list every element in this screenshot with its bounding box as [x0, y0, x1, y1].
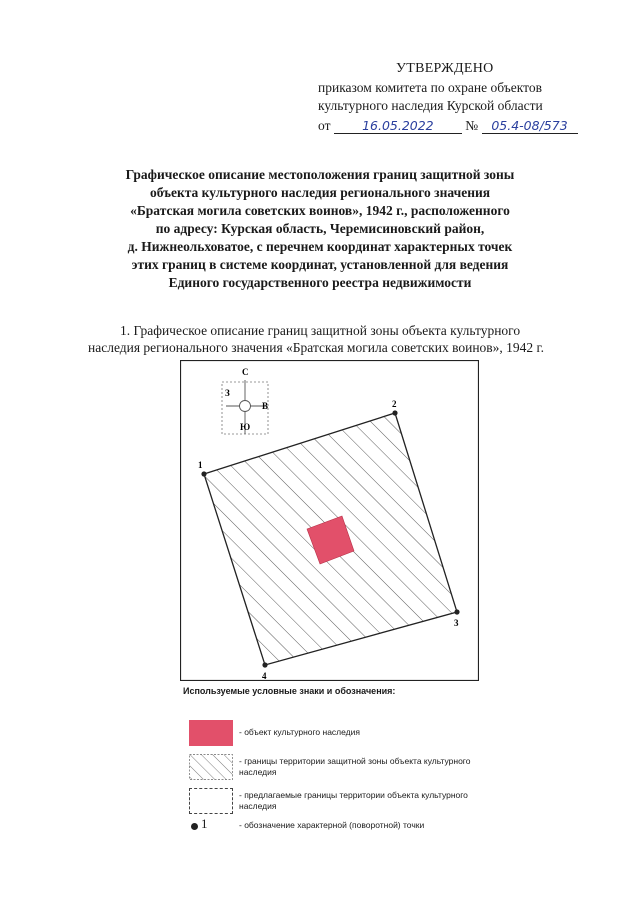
compass [222, 367, 268, 434]
point-3-marker [454, 609, 459, 614]
title-line: объекта культурного наследия регионального значения [149, 185, 491, 200]
title-line: Единого государственного реестра недвижимости [168, 275, 472, 290]
legend-point-text: - обозначение характерной (поворотной) точки [239, 820, 425, 830]
point-2-marker [392, 410, 397, 415]
point-4-label: 4 [262, 671, 267, 681]
paragraph-rest: наследия регионального значения «Братская могила советских воинов», 1942 г. [88, 340, 544, 355]
title-line: этих границ в системе координат, установленной для ведения [131, 257, 509, 272]
legend-point-number: 1 [201, 816, 208, 831]
document-title [60, 166, 580, 292]
compass-west-label: З [225, 388, 230, 398]
point-3-label: 3 [454, 618, 459, 628]
boundary-map [180, 360, 479, 681]
approval-line-1: приказом комитета по охране объектов [318, 80, 542, 95]
compass-center [240, 401, 251, 412]
title-line: «Братская могила советских воинов», 1942 г., расположенного [130, 203, 510, 218]
paragraph-first-line: 1. Графическое описание границ защитной зоны объекта культурного [120, 323, 521, 338]
title-line: Графическое описание местоположения границ защитной зоны [125, 167, 515, 182]
legend-zone-swatch [189, 754, 233, 780]
legend-heading: Используемые условные знаки и обозначения: [183, 686, 396, 696]
point-4-marker [262, 662, 267, 667]
point-1-marker [201, 471, 206, 476]
legend-point-dot [191, 823, 198, 830]
title-line: по адресу: Курская область, Черемисиновский район, [155, 221, 485, 236]
section-paragraph [88, 322, 584, 356]
number-prefix: № [465, 118, 479, 133]
approval-line-2: культурного наследия Курской области [318, 98, 543, 113]
approved-heading: УТВЕРЖДЕНО [396, 61, 494, 76]
compass-east-label: В [262, 401, 269, 411]
approval-date: 16.05.2022 [334, 118, 462, 134]
point-2-label: 2 [392, 399, 397, 409]
point-1-label: 1 [198, 460, 203, 470]
title-line: д. Нижнеольховатое, с перечнем координат характерных точек [127, 239, 513, 254]
compass-north-label: С [242, 367, 249, 377]
legend-zone-text: - границы территории защитной зоны объекта культурного наследия [239, 756, 471, 777]
legend-proposed-text: - предлагаемые границы территории объекта культурного наследия [239, 790, 468, 811]
legend-object-text: - объект культурного наследия [239, 727, 360, 737]
approval-number: 05.4-08/573 [482, 118, 578, 134]
approval-date-number [318, 117, 578, 135]
legend-object-swatch [189, 720, 233, 746]
legend-proposed-swatch [189, 788, 233, 814]
from-prefix: от [318, 118, 331, 133]
compass-south-label: Ю [240, 422, 251, 432]
